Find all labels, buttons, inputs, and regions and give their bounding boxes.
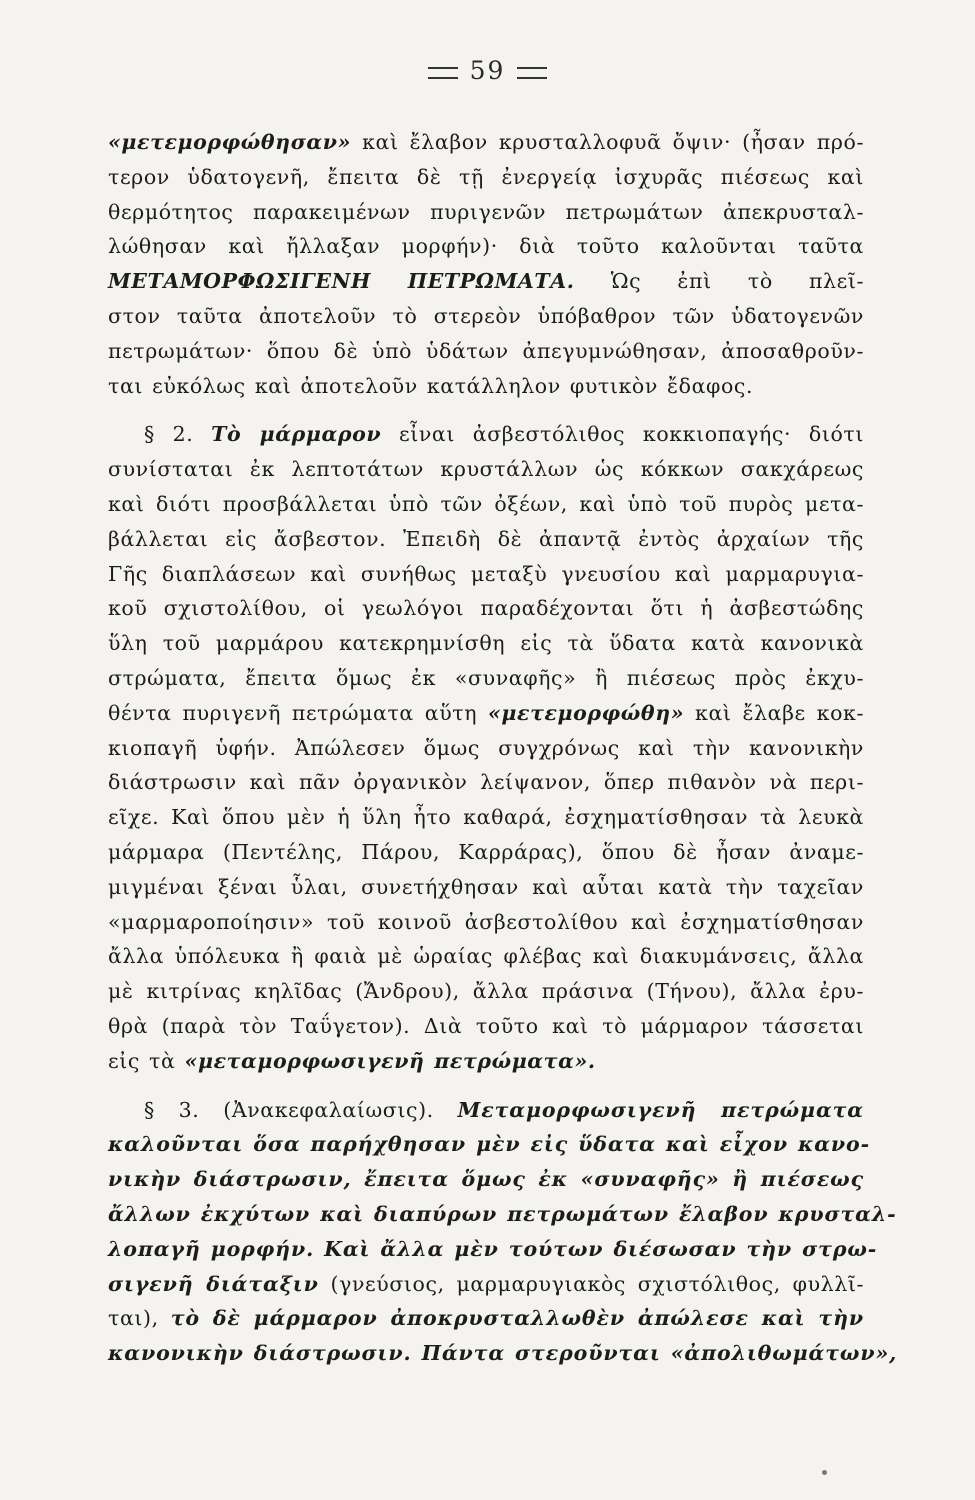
text-segment: εἰς τὰ — [108, 1048, 185, 1073]
text-line — [108, 369, 864, 404]
text-segment: μὲ κιτρίνας κηλῖδας (Ἄνδρου), ἄλλα πράσινα (Τήνου), ἄλλα ἐρυ- — [108, 979, 864, 1004]
text-segment: ἄλλα ὑπόλευκα ἢ φαιὰ μὲ ὡραίας φλέβας καὶ διακυμάνσεις, ἄλλα — [108, 944, 864, 969]
text-line — [108, 696, 864, 731]
text-line — [108, 939, 864, 974]
text-segment: ται εὐκόλως καὶ ἀποτελοῦν κατάλληλον φυτικὸν ἔδαφος. — [108, 373, 754, 398]
text-line — [108, 731, 864, 766]
text-line — [108, 626, 864, 661]
text-line — [108, 591, 864, 626]
text-segment: σιγενῆ διάταξιν — [108, 1271, 319, 1296]
text-line — [108, 800, 864, 835]
text-segment: ΜΕΤΑΜΟΡΦΩΣΙΓΕΝΗ ΠΕΤΡΩΜΑΤΑ. — [108, 269, 575, 294]
text-line — [108, 557, 864, 592]
text-segment: μιγμέναι ξέναι ὗλαι, συνετήχθησαν καὶ αὗται κατὰ τὴν ταχεῖαν — [108, 874, 864, 899]
text-line — [108, 452, 864, 487]
paragraph-gap — [108, 403, 864, 417]
text-segment: βάλλεται εἰς ἄσβεστον. Ἐπειδὴ δὲ ἀπαντᾷ ἐντὸς ἀρχαίων τῆς — [108, 526, 864, 551]
text-segment: Τὸ μάρμαρον — [211, 422, 382, 447]
text-line — [108, 299, 864, 334]
text-segment: στρώματα, ἔπειτα ὅμως ἐκ «συναφῆς» ἢ πιέσεως πρὸς ἐκχυ- — [108, 665, 864, 690]
text-segment: καὶ ἔλαβον κρυσταλλοφυᾶ ὄψιν· (ἦσαν πρό- — [351, 130, 864, 154]
text-segment: κοῦ σχιστολίθου, οἱ γεωλόγοι παραδέχονται ὅτι ἡ ἀσβεστώδης — [108, 596, 864, 621]
text-segment: «μεταμορφωσιγενῆ πετρώματα». — [184, 1048, 596, 1073]
text-segment: Ὡς ἐπὶ τὸ πλεῖ- — [574, 269, 864, 294]
folio-right-rule — [517, 67, 547, 79]
text-line — [108, 1197, 897, 1232]
text-segment: ἄλλων ἐκχύτων καὶ διαπύρων πετρωμάτων ἔλαβον κρυσταλ- — [108, 1201, 897, 1226]
text-line — [108, 661, 864, 696]
text-line — [108, 1336, 898, 1371]
text-line — [108, 765, 864, 800]
body-text — [108, 125, 898, 1371]
text-line — [108, 1162, 864, 1197]
text-line — [108, 1009, 864, 1044]
text-line — [108, 905, 864, 940]
folio-left-rule — [428, 67, 458, 79]
text-segment: Γῆς διαπλάσεων καὶ συνήθως μεταξὺ γνευσίου καὶ μαρμαρυγια- — [108, 561, 864, 586]
text-segment: καλοῦνται ὅσα παρήχθησαν μὲν εἰς ὕδατα καὶ εἶχον κανο- — [108, 1132, 871, 1157]
text-segment: καὶ διότι προσβάλλεται ὑπὸ τῶν ὀξέων, καὶ ὑπὸ τοῦ πυρὸς μετα- — [108, 491, 864, 516]
text-line — [108, 1267, 864, 1302]
text-line — [108, 160, 864, 195]
text-segment: «μετεμορφώθησαν» — [108, 130, 352, 154]
text-segment: εἶναι ἀσβεστόλιθος κοκκιοπαγής· διότι — [381, 422, 864, 447]
text-line — [108, 264, 864, 299]
text-segment: λοπαγῆ μορφήν. Καὶ ἄλλα μὲν τούτων διέσωσαν τὴν στρω- — [108, 1236, 878, 1261]
text-segment: (γνεύσιος, μαρμαρυγιακὸς σχιστόλιθος, φυλλῖ- — [318, 1271, 864, 1296]
text-segment: κανονικὴν διάστρωσιν. Πάντα στεροῦνται «ἀπολιθωμάτων», — [108, 1341, 898, 1366]
text-segment: § 3. (Ἀνακεφαλαίωσις). — [144, 1097, 458, 1122]
text-line — [108, 1232, 878, 1267]
text-segment: στον ταῦτα ἀποτελοῦν τὸ στερεὸν ὑπόβαθρον τῶν ὑδατογενῶν — [108, 303, 864, 328]
text-segment: Μεταμορφωσιγενῆ πετρώματα — [457, 1097, 864, 1122]
text-segment: θερμότητος παρακειμένων πυριγενῶν πετρωμάτων ἀπεκρυσταλ- — [108, 199, 864, 224]
text-line — [108, 195, 864, 230]
text-segment: § 2. — [144, 422, 212, 447]
text-segment: εῖχε. Καὶ ὅπου μὲν ἡ ὕλη ἦτο καθαρά, ἐσχηματίσθησαν τὰ λευκὰ — [108, 805, 864, 830]
text-segment: κιοπαγῆ ὑφήν. Ἀπώλεσεν ὅμως συγχρόνως καὶ τὴν κανονικὴν — [108, 735, 864, 760]
text-segment: ται), — [108, 1306, 171, 1331]
text-segment: τὸ δὲ μάρμαρον ἀποκρυσταλλωθὲν ἀπώλεσε καὶ τὴν — [170, 1306, 864, 1331]
text-line — [108, 1301, 864, 1336]
text-line — [108, 1127, 871, 1162]
text-line — [108, 229, 864, 264]
text-segment: νικὴν διάστρωσιν, ἔπειτα ὅμως ἐκ «συναφῆς» ἢ πιέσεως — [108, 1167, 864, 1192]
text-segment: ὕλη τοῦ μαρμάρου κατεκρημνίσθη εἰς τὰ ὕδατα κατὰ κανονικὰ — [108, 631, 864, 656]
text-line — [108, 487, 864, 522]
paragraph-1 — [108, 125, 864, 403]
text-line — [108, 417, 864, 452]
text-line — [108, 974, 864, 1009]
paragraph-gap — [108, 1079, 864, 1093]
text-segment: λώθησαν καὶ ἤλλαξαν μορφήν)· διὰ τοῦτο καλοῦνται ταῦτα — [108, 234, 864, 259]
text-line — [108, 835, 864, 870]
text-line — [108, 1044, 864, 1079]
text-segment: συνίσταται ἐκ λεπτοτάτων κρυστάλλων ὡς κόκκων σακχάρεως — [108, 457, 864, 482]
text-segment: καὶ ἔλαβε κοκ- — [684, 700, 864, 725]
text-segment: «μαρμαροποίησιν» τοῦ κοινοῦ ἀσβεστολίθου καὶ ἐσχηματίσθησαν — [108, 909, 864, 934]
text-segment: διάστρωσιν καὶ πᾶν ὀργανικὸν λείψανον, ὅπερ πιθανὸν νὰ περι- — [108, 770, 864, 795]
text-segment: θρὰ (παρὰ τὸν Ταΰγετον). Διὰ τοῦτο καὶ τὸ μάρμαρον τάσσεται — [108, 1013, 864, 1038]
text-segment: πετρωμάτων· ὅπου δὲ ὑπὸ ὑδάτων ἀπεγυμνώθησαν, ἀποσαθροῦν- — [108, 338, 864, 363]
paper-speck — [822, 1470, 827, 1475]
text-line — [108, 870, 864, 905]
paragraph-3 — [108, 1093, 898, 1371]
text-segment: «μετεμορφώθη» — [488, 700, 685, 725]
text-line — [108, 334, 864, 369]
text-line — [108, 1093, 864, 1128]
paragraph-2 — [108, 417, 864, 1078]
text-line — [108, 125, 864, 160]
text-segment: μάρμαρα (Πεντέλης, Πάρου, Καρράρας), ὅπου δὲ ἦσαν ἀναμε- — [108, 839, 864, 864]
page-number-text: 59 — [469, 56, 506, 85]
text-line — [108, 522, 864, 557]
page-number — [0, 56, 975, 85]
text-segment: θέντα πυριγενῆ πετρώματα αὕτη — [108, 700, 489, 725]
text-segment: τερον ὑδατογενῆ, ἔπειτα δὲ τῇ ἐνεργείᾳ ἰσχυρᾶς πιέσεως καὶ — [108, 164, 864, 189]
